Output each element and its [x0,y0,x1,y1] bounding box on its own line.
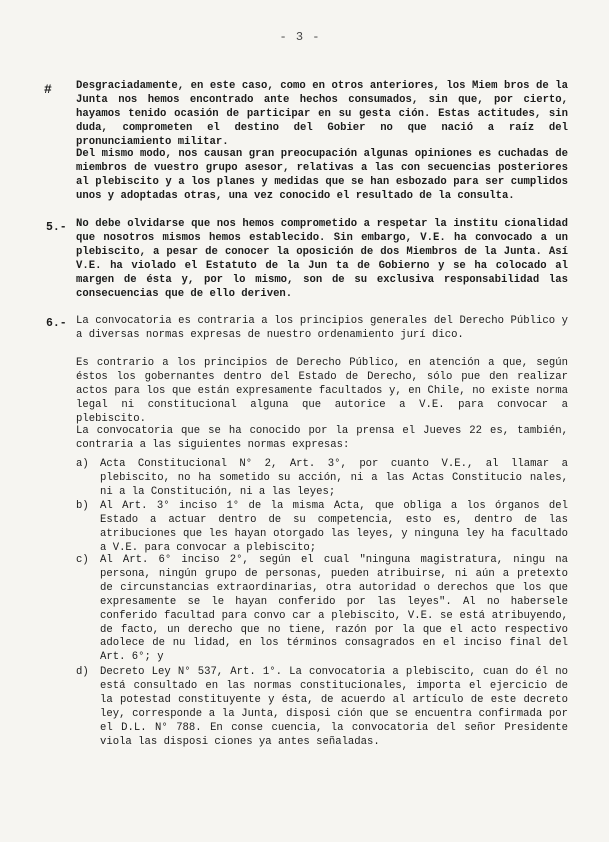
intro-paragraph-1: Desgraciadamente, en este caso, como en otros anteriores, los Miem bros de la Junta nos hemos encontrado ante hechos consumados, sin que, por cierto, hayamos tenido ocasión de participar en su gesta ción. Estas actitudes, sin duda, comprometen el destino del Gobier no que nació a raíz del pronunciamiento militar. [76,80,568,148]
item-c-label: c) [76,554,89,566]
page-number: - 3 - [279,30,321,44]
item-a-label: a) [76,458,89,470]
section-5-number: 5.- [46,221,67,234]
item-c-text: Al Art. 6° inciso 2°, según el cual "ninguna magistratura, ningu na persona, ningún grupo de personas, pueden atribuirse, ni aún a pretexto de circunstancias extraordinarias, otra autoridad o derechos que los que expresamente se le hayan conferido por las leyes". Al no habersele conferido facultad para convo car a plebiscito, V.E. se está atribuyendo, de facto, un derecho que no tiene, razón por la que el acto respectivo adolece de nu lidad, en los términos consagrados en el inciso final del Art. 6°; y [100,554,568,664]
item-d-label: d) [76,666,89,678]
item-d-text: Decreto Ley N° 537, Art. 1°. La convocatoria a plebiscito, cuan do él no está consultado en las normas constitucionales, importa el ejercicio de la potestad constituyente y ésta, de acuerdo al artículo de este decreto ley, corresponde a la Junta, disposi ción que se encuentra confirmada por el D.L. N° 788. En conse cuencia, la convocatoria del señor Presidente viola las disposi ciones ya antes señaladas. [100,666,568,748]
margin-mark: # [44,82,52,97]
section-6-paragraph-1: La convocatoria es contraria a los principios generales del Derecho Público y a diversas normas expresas de nuestro ordenamiento jurí dico. [76,315,568,341]
section-6-paragraph-2: Es contrario a los principios de Derecho Público, en atención a que, según éstos los gobernantes dentro del Estado de Derecho, sólo pue den realizar actos para los que están expresamente facultados y, en Chile, no existe norma legal ni constitucional alguna que autorice a V.E. para convocar a plebiscito. [76,357,568,425]
section-6-paragraph-3: La convocatoria que se ha conocido por la prensa el Jueves 22 es, también, contraria a las siguientes normas expresas: [76,425,568,451]
item-a-text: Acta Constitucional N° 2, Art. 3°, por cuanto V.E., al llamar a plebiscito, no ha sometido su acción, ni a las Actas Constitucio nales, ni a la Constitución, ni a las leyes; [100,458,568,498]
section-5-text: No debe olvidarse que nos hemos comprometido a respetar la institu cionalidad que nosotros mismos hemos establecido. Sin embargo, V.E. ha convocado a un plebiscito, a pesar de conocer la oposición de dos Miembros de la Junta. Así V.E. ha violado el Estatuto de la Jun ta de Gobierno y se ha colocado al margen de ésta y, por lo mismo, son de su exclusiva responsabilidad las consecuencias que de ello deriven. [76,218,568,300]
item-b-text: Al Art. 3° inciso 1° de la misma Acta, que obliga a los órganos del Estado a actuar dentro de su competencia, esto es, dentro de las atribuciones que les hayan otorgado las leyes, y ninguna ley ha facultado a V.E. para convocar a plebiscito; [100,500,568,554]
intro-paragraph-2: Del mismo modo, nos causan gran preocupación algunas opiniones es cuchadas de miembros de vuestro grupo asesor, relativas a las con secuencias posteriores al plebiscito y a los planes y medidas que se han esbozado para ser cumplidos unos y adoptadas otras, una vez conocido el resultado de la consulta. [76,148,568,202]
item-b-label: b) [76,500,89,512]
section-6-number: 6.- [46,317,67,330]
